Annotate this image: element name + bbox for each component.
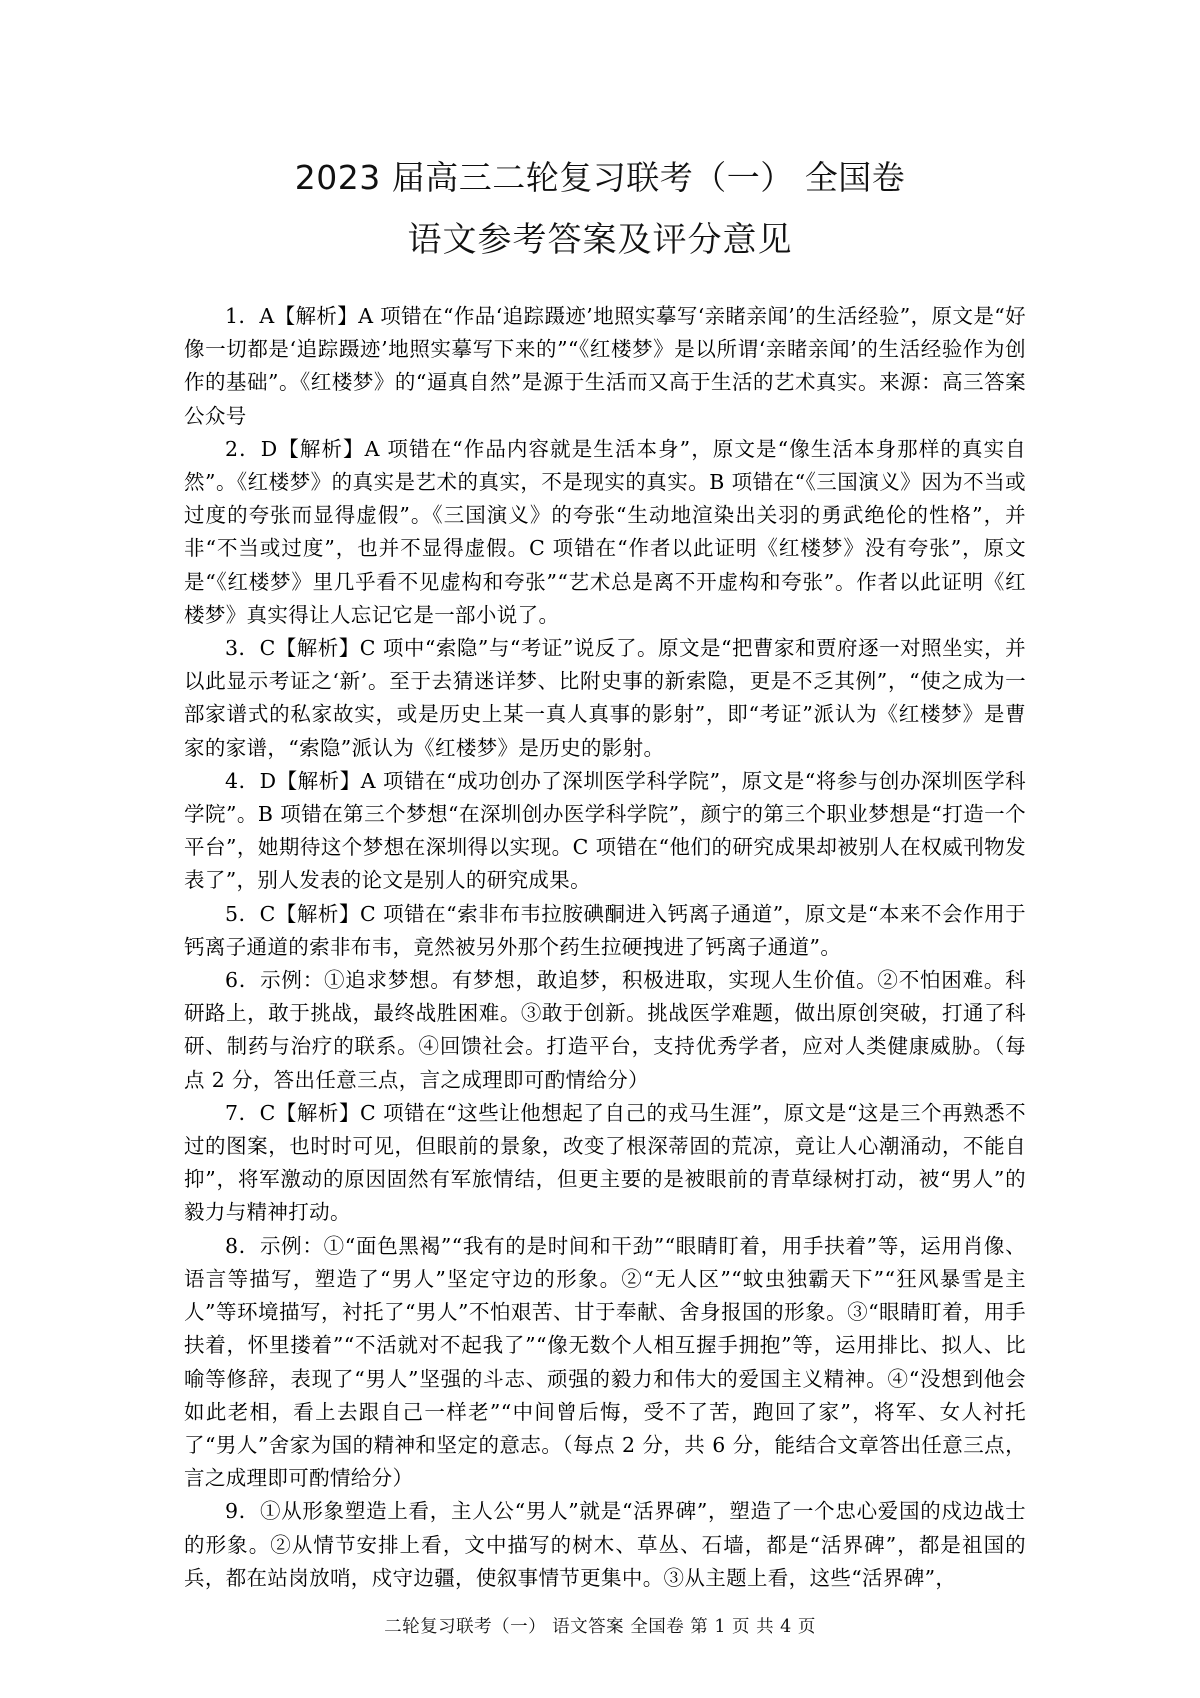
answer-item-3: 3．C【解析】C 项中“索隐”与“考证”说反了。原文是“把曹家和贾府逐一对照坐实，并以此显示考证之‘新’。至于去猜迷详梦、比附史事的新索隐，更是不乏其例”，“使之成为一部家谱式的私家故实，或是历史上某一真人真事的影射”，即“考证”派认为《红楼梦》是曹家的家谱，“索隐”派认为《红楼梦》是历史的影射。 (184, 636, 1026, 760)
answer-item-7: 7．C【解析】C 项错在“这些让他想起了自己的戎马生涯”，原文是“这是三个再熟悉不过的图案，也时时可见，但眼前的景象，改变了根深蒂固的荒凉，竟让人心潮涌动，不能自抑”，将军激动的原因固然有军旅情结，但更主要的是被眼前的青草绿树打动，被“男人”的毅力与精神打动。 (184, 1100, 1026, 1225)
answer-item-4: 4．D【解析】A 项错在“成功创办了深圳医学科学院”，原文是“将参与创办深圳医学科学院”。B 项错在第三个梦想“在深圳创办医学科学院”，颜宁的第三个职业梦想是“打造一个平台”，她期待这个梦想在深圳得以实现。C 项错在“他们的研究成果却被别人在权威刊物发表了”，别人发表的论文是别人的研究成果。 (184, 768, 1026, 893)
page-subtitle: 语文参考答案及评分意见 (407, 220, 793, 260)
answer-item-9: 9．①从形象塑造上看，主人公“男人”就是“活界碑”，塑造了一个忠心爱国的戍边战士的形象。②从情节安排上看，文中描写的树木、草丛、石墙，都是“活界碑”，都是祖国的兵，都在站岗放哨，戍守边疆，使叙事情节更集中。③从主题上看，这些“活界碑”， (184, 1499, 1026, 1590)
answer-body (184, 300, 1026, 1595)
answer-item-1: 1．A【解析】A 项错在“作品‘追踪蹑迹’地照实摹写‘亲睹亲闻’的生活经验”，原文是“好像一切都是‘追踪蹑迹’地照实摹写下来的”“《红楼梦》是以所谓‘亲睹亲闻’的生活经验作为创作的基础”。《红楼梦》的“逼真自然”是源于生活而又高于生活的艺术真实。来源：高三答案公众号 (184, 304, 1026, 428)
answer-item-6: 6．示例：①追求梦想。有梦想，敢追梦，积极进取，实现人生价值。②不怕困难。科研路上，敢于挑战，最终战胜困难。③敢于创新。挑战医学难题，做出原创突破，打通了科研、制药与治疗的联系。④回馈社会。打造平台，支持优秀学者，应对人类健康威胁。（每点 2 分，答出任意三点，言之成理即可酌情给分） (184, 968, 1026, 1092)
answer-item-5: 5．C【解析】C 项错在“索非布韦拉胺碘酮进入钙离子通道”，原文是“本来不会作用于钙离子通道的索非布韦，竟然被另外那个药生拉硬拽进了钙离子通道”。 (184, 901, 1026, 959)
answer-item-2: 2．D【解析】A 项错在“作品内容就是生活本身”，原文是“像生活本身那样的真实自然”。《红楼梦》的真实是艺术的真实，不是现实的真实。B 项错在“《三国演义》因为不当或过度的夸张而显得虚假”。《三国演义》的夸张“生动地渲染出关羽的勇武绝伦的性格”，并非“不当或过度”，也并不显得虚假。C 项错在“作者以此证明《红楼梦》没有夸张”，原文是“《红楼梦》里几乎看不见虚构和夸张”“艺术总是离不开虚构和夸张”。作者以此证明《红楼梦》真实得让人忘记它是一部小说了。 (184, 436, 1026, 627)
answer-item-8: 8．示例：①“面色黑褐”“我有的是时间和干劲”“眼睛盯着，用手扶着”等，运用肖像、语言等描写，塑造了“男人”坚定守边的形象。②“无人区”“蚊虫独霸天下”“狂风暴雪是主人”等环境描写，衬托了“男人”不怕艰苦、甘于奉献、舍身报国的形象。③“眼睛盯着，用手扶着，怀里搂着”“不活就对不起我了”“像无数个人相互握手拥抱”等，运用排比、拟人、比喻等修辞，表现了“男人”坚强的斗志、顽强的毅力和伟大的爱国主义精神。④“没想到他会如此老相，看上去跟自己一样老”“中间曾后悔，受不了苦，跑回了家”，将军、女人衬托了“男人”舍家为国的精神和坚定的意志。（每点 2 分，共 6 分，能结合文章答出任意三点，言之成理即可酌情给分） (184, 1233, 1026, 1491)
page-footer: 二轮复习联考（一） 语文答案 全国卷 第 1 页 共 4 页 (384, 1617, 816, 1637)
page-title: 2023 届高三二轮复习联考（一） 全国卷 (294, 158, 906, 197)
